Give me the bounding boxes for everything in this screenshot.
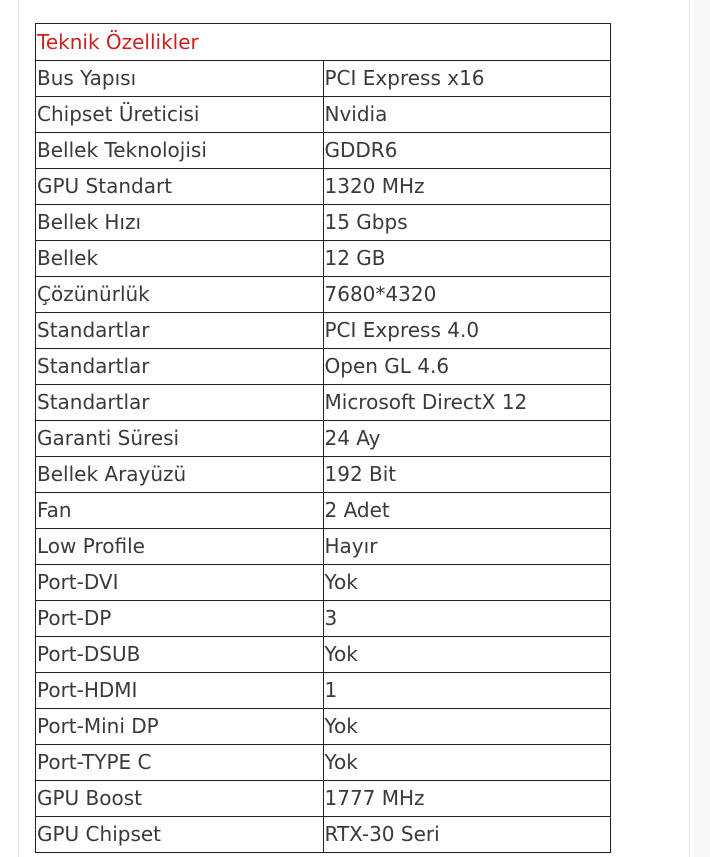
spec-row — [36, 637, 611, 673]
spec-value: GDDR6 — [323, 133, 611, 169]
spec-row — [36, 457, 611, 493]
spec-value: PCI Express 4.0 — [323, 313, 611, 349]
spec-value: 24 Ay — [323, 421, 611, 457]
spec-row — [36, 493, 611, 529]
spec-label: Çözünürlük — [36, 277, 324, 313]
spec-table-header-row — [36, 24, 611, 61]
spec-label: Chipset Üreticisi — [36, 97, 324, 133]
spec-row — [36, 241, 611, 277]
spec-label: Port-DP — [36, 601, 324, 637]
spec-table-title: Teknik Özellikler — [36, 24, 611, 61]
spec-value: Yok — [323, 709, 611, 745]
spec-label: Garanti Süresi — [36, 421, 324, 457]
spec-row — [36, 781, 611, 817]
spec-value: Nvidia — [323, 97, 611, 133]
spec-label: Fan — [36, 493, 324, 529]
spec-value: Hayır — [323, 529, 611, 565]
spec-row — [36, 385, 611, 421]
spec-value: PCI Express x16 — [323, 61, 611, 97]
spec-value: Open GL 4.6 — [323, 349, 611, 385]
spec-label: Bellek Teknolojisi — [36, 133, 324, 169]
spec-label: GPU Boost — [36, 781, 324, 817]
spec-value: 2 Adet — [323, 493, 611, 529]
spec-label: Standartlar — [36, 385, 324, 421]
spec-value: 1 — [323, 673, 611, 709]
spec-label: GPU Standart — [36, 169, 324, 205]
spec-value: 1777 MHz — [323, 781, 611, 817]
spec-value: 1320 MHz — [323, 169, 611, 205]
spec-value: Yok — [323, 637, 611, 673]
spec-row — [36, 169, 611, 205]
spec-value: Yok — [323, 565, 611, 601]
spec-label: Standartlar — [36, 313, 324, 349]
spec-label: Bellek Arayüzü — [36, 457, 324, 493]
spec-row — [36, 565, 611, 601]
spec-label: Standartlar — [36, 349, 324, 385]
spec-row — [36, 97, 611, 133]
spec-row — [36, 313, 611, 349]
spec-value: RTX-30 Seri — [323, 817, 611, 853]
spec-value: 192 Bit — [323, 457, 611, 493]
spec-row — [36, 349, 611, 385]
spec-label: Low Profile — [36, 529, 324, 565]
spec-value: Microsoft DirectX 12 — [323, 385, 611, 421]
spec-row — [36, 745, 611, 781]
spec-value: 15 Gbps — [323, 205, 611, 241]
spec-table-body — [36, 24, 611, 853]
spec-value: 12 GB — [323, 241, 611, 277]
spec-label: Bellek Hızı — [36, 205, 324, 241]
spec-value: 7680*4320 — [323, 277, 611, 313]
spec-row — [36, 601, 611, 637]
spec-label: Port-DVI — [36, 565, 324, 601]
spec-value: 3 — [323, 601, 611, 637]
spec-row — [36, 61, 611, 97]
spec-row — [36, 673, 611, 709]
spec-row — [36, 529, 611, 565]
spec-row — [36, 277, 611, 313]
spec-row — [36, 709, 611, 745]
spec-label: Port-HDMI — [36, 673, 324, 709]
spec-row — [36, 205, 611, 241]
spec-label: Bus Yapısı — [36, 61, 324, 97]
spec-label: Port-Mini DP — [36, 709, 324, 745]
spec-row — [36, 421, 611, 457]
spec-label: Bellek — [36, 241, 324, 277]
spec-row — [36, 133, 611, 169]
spec-label: Port-DSUB — [36, 637, 324, 673]
spec-label: GPU Chipset — [36, 817, 324, 853]
spec-label: Port-TYPE C — [36, 745, 324, 781]
spec-value: Yok — [323, 745, 611, 781]
scroll-gutter — [694, 0, 710, 857]
spec-row — [36, 817, 611, 853]
spec-table — [35, 23, 611, 853]
